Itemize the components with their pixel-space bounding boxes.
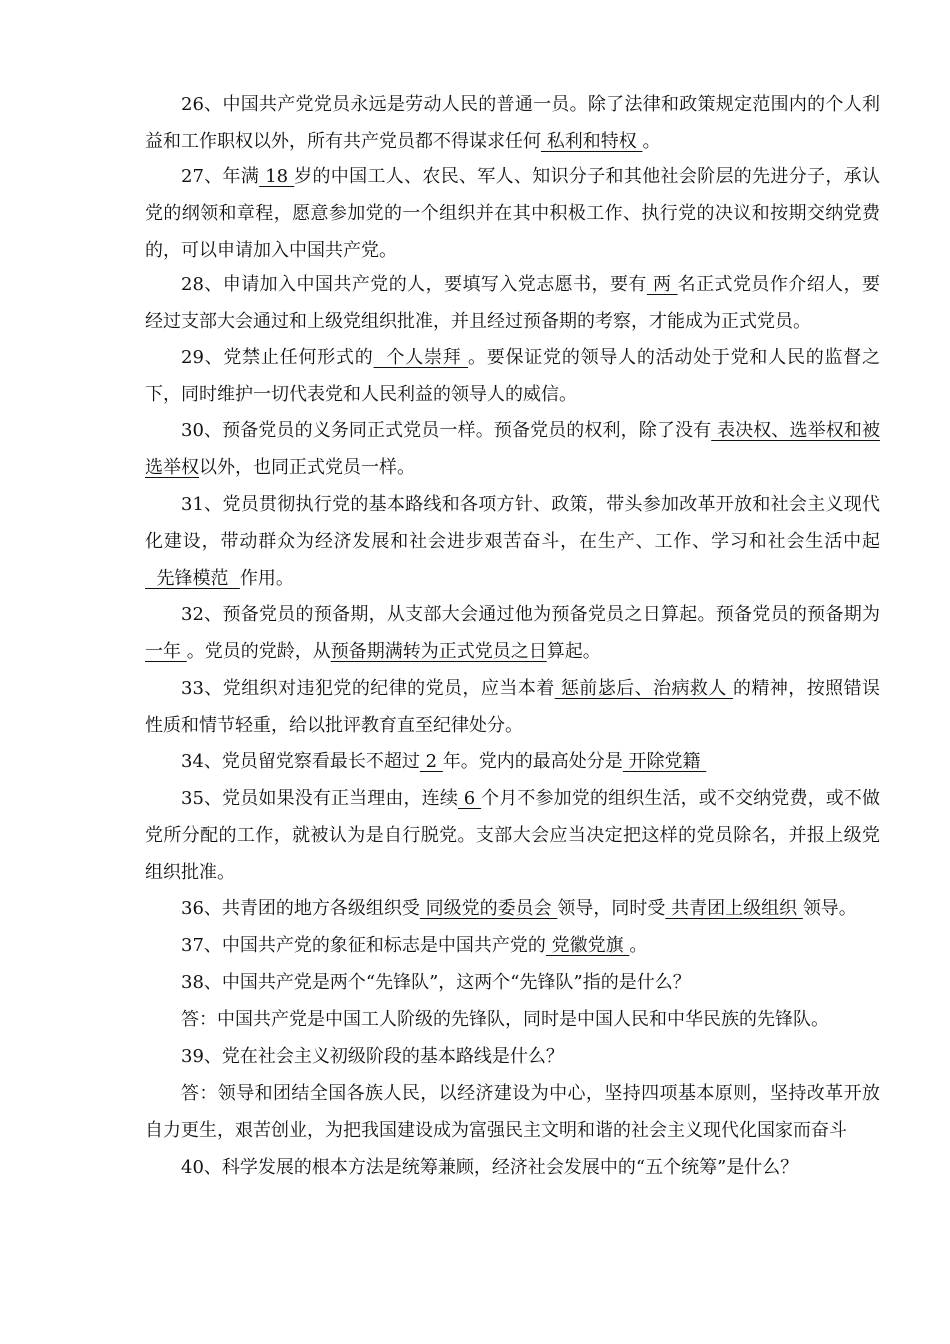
question-text: 年。党内的最高处分是 [442, 751, 623, 772]
question-text: 35、党员如果没有正当理由，连续 [181, 788, 458, 809]
question-40 [145, 1149, 880, 1186]
question-text: 36、共青团的地方各级组织受 [181, 898, 420, 919]
question-text: 30、预备党员的义务同正式党员一样。预备党员的权利，除了没有 [181, 420, 712, 441]
question-text: 的精神，按照错误性质和情节轻重，给以批评教育直至纪律处分。 [145, 678, 881, 736]
question-text: 名正式党员作介绍人，要经过支部大会通过和上级党组织批准，并且经过预备期的考察，才能成为正式党员。 [145, 274, 881, 332]
question-32 [145, 596, 880, 670]
question-26 [145, 86, 880, 160]
question-text: 个月不参加党的组织生活，或不交纳党费，或不做党所分配的工作，就被认为是自行脱党。支部大会应当决定把这样的党员除名，并报上级党组织批准。 [145, 788, 880, 883]
answer-blank: 6 [457, 788, 482, 809]
question-text: 算起。 [546, 641, 601, 662]
answer-blank: 党徽党旗 [545, 935, 630, 956]
question-29 [145, 339, 880, 413]
question-text: 。党员的党龄，从 [186, 641, 331, 662]
answer-blank: 个人崇拜 [373, 347, 469, 368]
question-text: 31、党员贯彻执行党的基本路线和各项方针、政策，带头参加改革开放和社会主义现代化建设，带动群众为经济发展和社会进步艰苦奋斗，在生产、工作、学习和社会生活中起 [145, 494, 880, 552]
question-text: 37、中国共产党的象征和标志是中国共产党的 [181, 935, 546, 956]
question-text: 34、党员留党察看最长不超过 [181, 751, 420, 772]
answer-38 [145, 1001, 880, 1038]
question-35 [145, 780, 880, 891]
question-text: 以外，也同正式党员一样。 [199, 457, 415, 478]
question-27 [145, 158, 880, 269]
answer-blank: 18 [259, 166, 295, 187]
answer-blank: 先锋模范 [145, 568, 240, 589]
question-text: 39、党在社会主义初级阶段的基本路线是什么？ [181, 1046, 564, 1067]
answer-blank: 两 [646, 274, 678, 295]
answer-text: 答：领导和团结全国各族人民，以经济建设为中心，坚持四项基本原则，坚持改革开放自力更生，艰苦创业，为把我国建设成为富强民主文明和谐的社会主义现代化国家而奋斗 [145, 1083, 880, 1141]
answer-blank: 预备期满转为正式党员之日 [330, 641, 547, 662]
answer-blank: 2 [419, 751, 443, 772]
question-text: 32、预备党员的预备期，从支部大会通过他为预备党员之日算起。预备党员的预备期为 [181, 604, 880, 625]
question-36 [145, 890, 880, 927]
question-text: 26、中国共产党党员永远是劳动人民的普通一员。除了法律和政策规定范围内的个人利益和工作职权以外，所有共产党员都不得谋求任何 [145, 94, 880, 152]
answer-blank: 同级党的委员会 [419, 898, 558, 919]
question-text: 领导，同时受 [557, 898, 666, 919]
answer-text: 答：中国共产党是中国工人阶级的先锋队，同时是中国人民和中华民族的先锋队。 [181, 1009, 829, 1030]
question-text: 28、申请加入中国共产党的人，要填写入党志愿书，要有 [181, 274, 647, 295]
question-text: 40、科学发展的根本方法是统筹兼顾，经济社会发展中的“五个统筹”是什么？ [181, 1157, 799, 1178]
answer-blank: 一年 [145, 641, 187, 662]
answer-blank: 私利和特权 [541, 131, 643, 152]
answer-blank: 共青团上级组织 [665, 898, 803, 919]
question-38 [145, 964, 880, 1001]
question-31 [145, 486, 880, 597]
question-28 [145, 266, 880, 340]
question-34 [145, 743, 880, 780]
question-text: 。要保证党的领导人的活动处于党和人民的监督之下，同时维护一切代表党和人民利益的领导人的威信。 [145, 347, 880, 405]
question-text: 作用。 [239, 568, 294, 589]
question-37 [145, 927, 880, 964]
question-text: 27、年满 [181, 166, 260, 187]
question-33 [145, 670, 880, 744]
question-text: 。 [642, 131, 661, 152]
question-39 [145, 1038, 880, 1075]
answer-blank: 开除党籍 [622, 751, 707, 772]
question-text: 岁的中国工人、农民、军人、知识分子和其他社会阶层的先进分子，承认党的纲领和章程，愿意参加党的一个组织并在其中积极工作、执行党的决议和按期交纳党费的，可以申请加入中国共产党。 [145, 166, 880, 261]
question-text: 38、中国共产党是两个“先锋队”，这两个“先锋队”指的是什么？ [181, 972, 691, 993]
question-text: 。 [629, 935, 648, 956]
answer-39 [145, 1075, 880, 1149]
question-text: 33、党组织对违犯党的纪律的党员，应当本着 [181, 678, 555, 699]
answer-blank: 表决权、选举权和被选举权 [145, 420, 880, 478]
question-text: 领导。 [802, 898, 857, 919]
question-text: 29、党禁止任何形式的 [181, 347, 374, 368]
question-30 [145, 412, 880, 486]
answer-blank: 惩前毖后、治病救人 [554, 678, 733, 699]
